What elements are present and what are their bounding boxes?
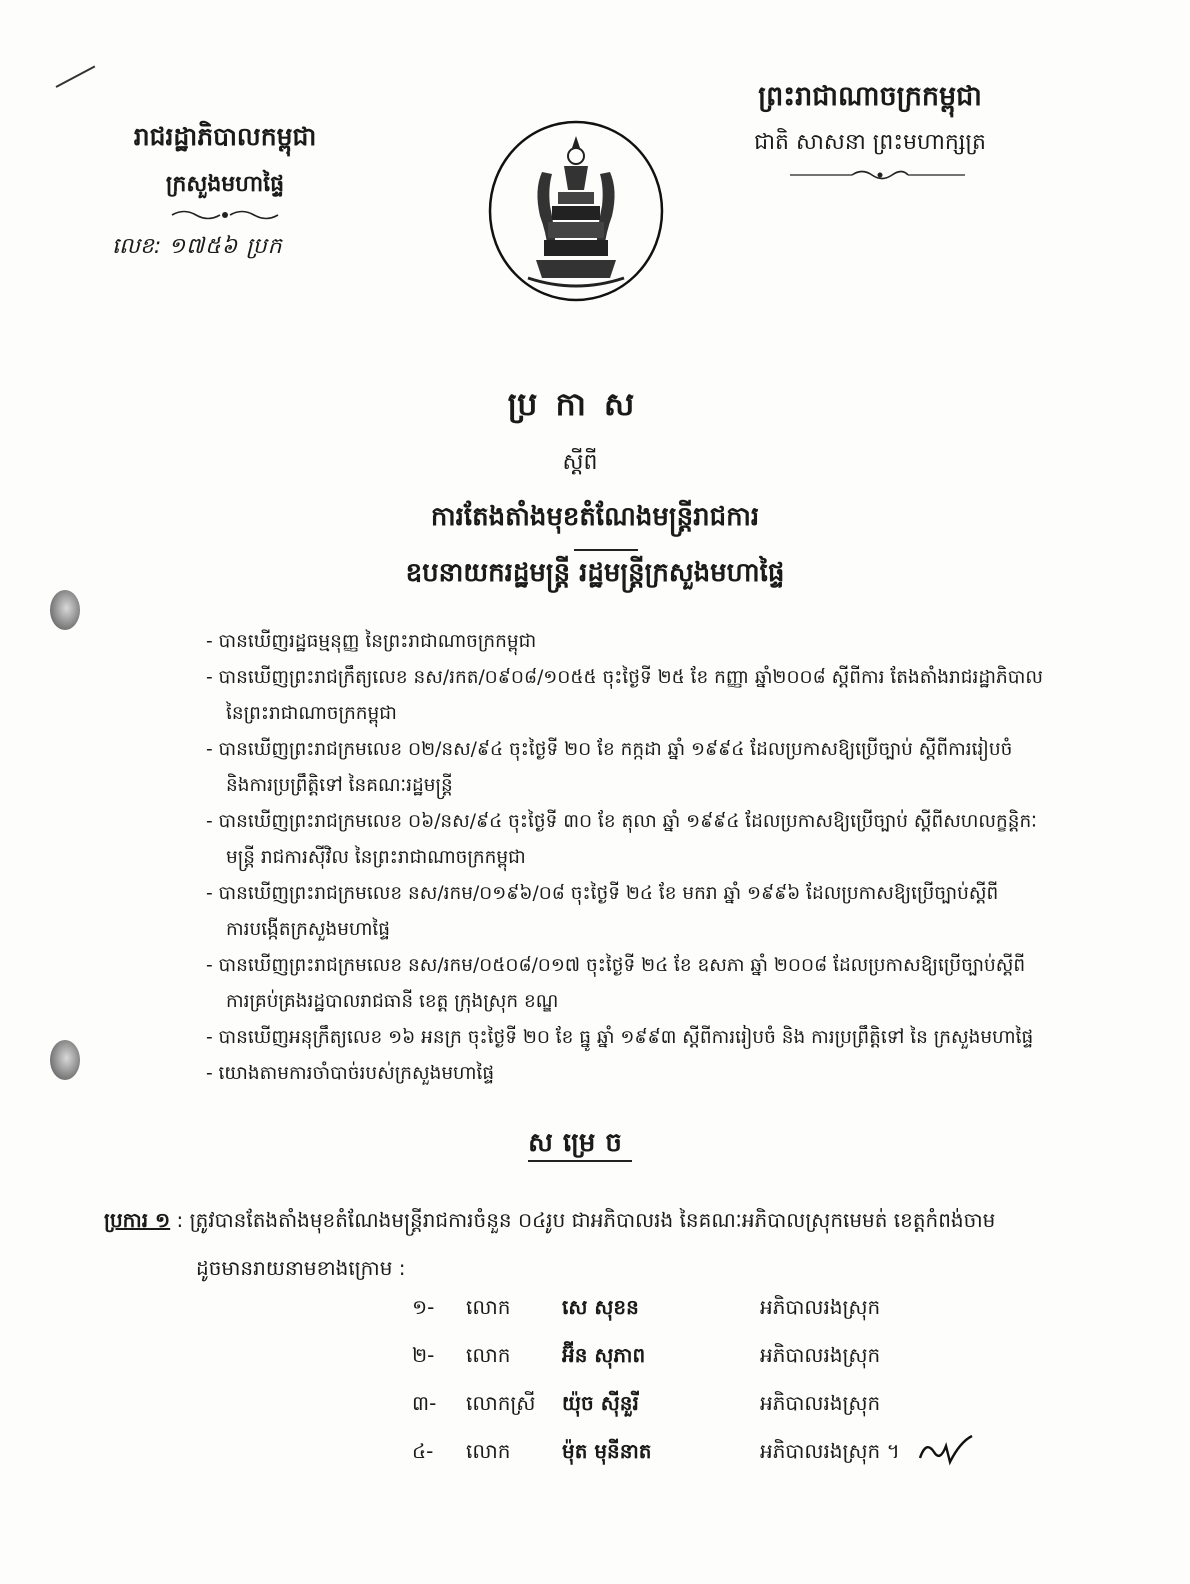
appointee-title: លោក — [466, 1439, 511, 1463]
article-1-line-2: ដូចមានរាយនាមខាងក្រោម : — [196, 1256, 406, 1280]
considerations-list — [206, 624, 1106, 1092]
list-item: - បានឃើញព្រះរាជក្រមលេខ ០២/នស/៩៤ ចុះថ្ងៃទី ២០ ខែ កក្កដា ឆ្នាំ ១៩៩៤ ដែលប្រកាសឱ្យប្រើច្បាប់ ស្តីពីការរៀបចំ និងការប្រព្រឹត្តិទៅ នៃគណៈរដ្ឋមន្ត្រី — [206, 739, 1013, 796]
subject-line-1: ការតែងតាំងមុខតំណែងមន្ត្រីរាជការ — [430, 502, 760, 532]
list-item: - បានឃើញអនុក្រឹត្យលេខ ១៦ អនក្រ ចុះថ្ងៃទី ២០ ខែ ធ្នូ ឆ្នាំ ១៩៩៣ ស្តីពីការរៀបចំ និង ការប្រព្រឹត្តិទៅ នៃ ក្រសួងមហាផ្ទៃ — [206, 1027, 1034, 1048]
list-item — [412, 1386, 1032, 1434]
list-item: - បានឃើញព្រះរាជក្រមលេខ ០៦/នស/៩៤ ចុះថ្ងៃទី ៣០ ខែ តុលា ឆ្នាំ ១៩៩៤ ដែលប្រកាសឱ្យប្រើច្បាប់ ស្តីពីសហលក្ខន្តិកៈ មន្ត្រី រាជការស៊ីវិល នៃព្រះរាជាណាចក្រកម្ពុជា — [206, 811, 1037, 868]
initials-mark-icon — [916, 1432, 976, 1468]
punch-hole-top — [50, 590, 80, 630]
appointee-index: ៣- — [412, 1391, 437, 1415]
appointee-position: អភិបាលរងស្រុក ។ — [760, 1439, 900, 1463]
article-1 — [104, 1196, 1114, 1292]
appointee-name: ម៉ុត មុនីនាត — [562, 1439, 652, 1463]
appointee-position: អភិបាលរងស្រុក — [760, 1295, 881, 1319]
appointee-index: ១- — [412, 1295, 435, 1319]
reference-number — [112, 232, 283, 264]
handwritten-underline — [574, 549, 638, 551]
appointee-title: លោក — [466, 1295, 511, 1319]
document-type-heading: ប្រកាស — [507, 385, 653, 423]
royal-emblem-icon — [488, 120, 664, 302]
article-1-text: : ត្រូវបានតែងតាំងមុខតំណែងមន្ត្រីរាជការចំនួន ០៤រូប ជាអភិបាលរង នៃគណៈអភិបាលស្រុកមេមត់ ខេត្តកំពង់ចាម — [170, 1208, 996, 1232]
list-item: - យោងតាមការចាំបាច់របស់ក្រសួងមហាផ្ទៃ — [206, 1063, 495, 1084]
appointee-title: លោកស្រី — [466, 1391, 536, 1415]
list-item: - បានឃើញរដ្ឋធម្មនុញ្ញ នៃព្រះរាជាណាចក្រកម្ពុជា — [206, 631, 537, 652]
appointee-index: ២- — [412, 1343, 435, 1367]
appointee-position: អភិបាលរងស្រុក — [760, 1343, 881, 1367]
appointee-name: យ៉ុច ស៊ីនួរី — [562, 1391, 639, 1415]
appointee-index: ៤- — [412, 1439, 434, 1463]
list-item: - បានឃើញព្រះរាជក្រឹត្យលេខ នស/រកត/០៩០៨/១០៥៥ ចុះថ្ងៃទី ២៥ ខែ កញ្ញា ឆ្នាំ២០០៨ ស្តីពីការ តែងតាំងរាជរដ្ឋាភិបាល នៃព្រះរាជាណាចក្រកម្ពុជា — [206, 667, 1043, 724]
appointee-position: អភិបាលរងស្រុក — [760, 1391, 881, 1415]
subject-line-2: ឧបនាយករដ្ឋមន្ត្រី រដ្ឋមន្ត្រីក្រសួងមហាផ្ទៃ — [405, 558, 785, 588]
appointee-name: សេ សុខន — [562, 1295, 639, 1319]
list-item: - បានឃើញព្រះរាជក្រមលេខ នស/រកម/០៥០៨/០១៧ ចុះថ្ងៃទី ២៤ ខែ ឧសភា ឆ្នាំ ២០០៨ ដែលប្រកាសឱ្យប្រើច្បាប់ស្តីពី ការគ្រប់គ្រងរដ្ឋបាលរាជធានី ខេត្ត ក្រុងស្រុក ខណ្ឌ — [206, 955, 1026, 1012]
decision-heading-text: សម្រេច — [528, 1128, 632, 1162]
appointee-name: អ៊ីន សុភាព — [562, 1343, 646, 1367]
list-item — [412, 1290, 1032, 1338]
kingdom-name: ព្រះរាជាណាចក្រកម្ពុជា — [758, 81, 982, 112]
flourish-right-icon — [790, 168, 965, 182]
list-item — [412, 1338, 1032, 1386]
reference-label: លេខ: — [112, 234, 162, 259]
national-motto: ជាតិ សាសនា ព្រះមហាក្សត្រ — [754, 130, 986, 155]
pen-mark — [56, 65, 96, 87]
flourish-left-icon — [170, 208, 280, 222]
list-item: - បានឃើញព្រះរាជក្រមលេខ នស/រកម/០១៩៦/០៨ ចុះថ្ងៃទី ២៤ ខែ មករា ឆ្នាំ ១៩៩៦ ដែលប្រកាសឱ្យប្រើច្បាប់ស្តីពី ការបង្កើតក្រសួងមហាផ្ទៃ — [206, 883, 999, 940]
article-1-label: ប្រការ ១ — [104, 1208, 171, 1232]
government-name: រាជរដ្ឋាភិបាលកម្ពុជា — [133, 122, 317, 151]
article-1-line-1 — [104, 1196, 1114, 1244]
appointee-title: លោក — [466, 1343, 511, 1367]
punch-hole-bottom — [50, 1040, 80, 1080]
reference-value: ១៧៥៦ ប្រក — [168, 234, 283, 259]
concerning-label: ស្តីពី — [562, 450, 598, 475]
decision-heading — [0, 1126, 1160, 1164]
ministry-name: ក្រសួងមហាផ្ទៃ — [165, 172, 285, 197]
